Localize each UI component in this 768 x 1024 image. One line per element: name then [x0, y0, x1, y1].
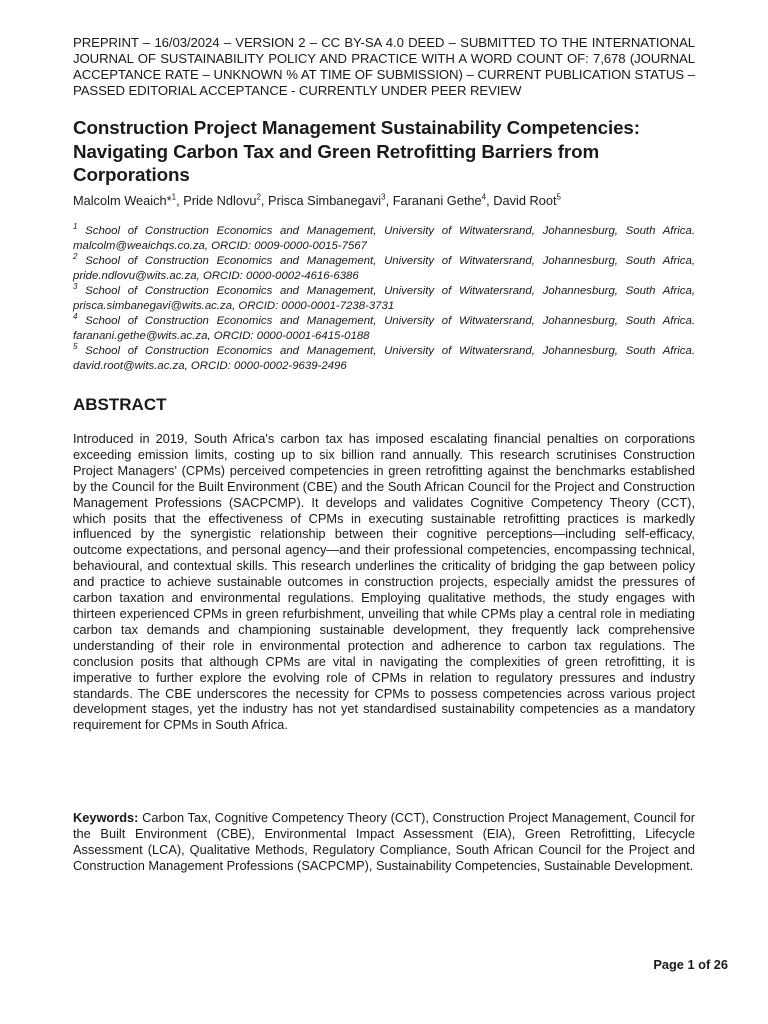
- author-name: Faranani Gethe: [392, 193, 482, 208]
- author-name: Malcolm Weaich*: [73, 193, 172, 208]
- affiliation: [73, 224, 695, 254]
- author-name: Prisca Simbanegavi: [268, 193, 382, 208]
- author-affiliation-mark: 2: [256, 192, 261, 202]
- author: [493, 193, 561, 208]
- affiliation: [73, 284, 695, 314]
- author-separator: ,: [176, 193, 184, 208]
- affiliation-text: School of Construction Economics and Management, University of Witwatersrand, Johannesburg, South Africa. malcolm@weaichqs.co.za, ORCID: 0009-0000-0015-7567: [73, 225, 695, 252]
- author-separator: ,: [486, 193, 494, 208]
- affiliation-text: School of Construction Economics and Management, University of Witwatersrand, Johannesburg, South Africa, pride.ndlovu@wits.ac.za, ORCID: 0000-0002-4616-6386: [73, 255, 695, 282]
- abstract-heading: ABSTRACT: [73, 395, 167, 414]
- affiliation-text: School of Construction Economics and Management, University of Witwatersrand, Johannesburg, South Africa. david.root@wits.ac.za, ORCID: 0000-0002-9639-2496: [73, 345, 695, 372]
- affiliation-number: 2: [73, 252, 78, 262]
- author: [393, 193, 494, 208]
- preprint-notice: PREPRINT – 16/03/2024 – VERSION 2 – CC BY-SA 4.0 DEED – SUBMITTED TO THE INTERNATIONAL JOURNAL OF SUSTAINABILITY POLICY AND PRACTICE WITH A WORD COUNT OF: 7,678 (JOURNAL ACCEPTANCE RATE – UNKNOWN % AT TIME OF SUBMISSION) – CURRENT PUBLICATION STATUS – PASSED EDITORIAL ACCEPTANCE - CURRENTLY UNDER PEER REVIEW: [73, 35, 695, 98]
- affiliation-text: School of Construction Economics and Management, University of Witwatersrand, Johannesburg, South Africa, prisca.simbanegavi@wits.ac.za, ORCID: 0000-0001-7238-3731: [73, 285, 695, 312]
- author: [268, 193, 393, 208]
- author: [73, 193, 183, 208]
- author-affiliation-mark: 3: [381, 192, 386, 202]
- author-affiliation-mark: 1: [171, 192, 177, 202]
- affiliation: [73, 314, 695, 344]
- author-affiliation-mark: 4: [481, 192, 487, 202]
- affiliation-list: [73, 224, 695, 374]
- author: [183, 193, 268, 208]
- author-separator: ,: [260, 193, 269, 208]
- affiliation-number: 1: [73, 222, 78, 232]
- affiliation-number: 5: [73, 342, 78, 352]
- paper-title: Construction Project Management Sustainability Competencies: Navigating Carbon Tax and Green Retrofitting Barriers from Corporations: [73, 117, 640, 185]
- author-name: David Root: [493, 193, 557, 208]
- abstract-body: Introduced in 2019, South Africa's carbon tax has imposed escalating financial penalties on corporations exceeding emission limits, costing up to six billion rand annually. This research scrutinises Construction Project Managers' (CPMs) perceived competencies in green retrofitting against the benchmarks established by the Council for the Built Environment (CBE) and the South African Council for the Project and Construction Management Professions (SACPCMP). It develops and validates Cognitive Competency Theory (CCT), which posits that the effectiveness of CPMs in executing sustainable retrofitting practices is markedly influenced by the synergistic relationship between their cognitive perceptions—including self-efficacy, outcome expectations, and personal agency—and their professional competencies, encompassing technical, behavioural, and contextual skills. This research underlines the criticality of bridging the gap between policy and practice to achieve sustainable outcomes in construction projects, especially amidst the pressures of carbon taxation and environmental regulations. Employing qualitative methods, the study engages with thirteen experienced CPMs in green refurbishment, unveiling that while CPMs play a central role in mediating carbon tax demands and championing sustainable development, they frequently lack comprehensive understanding of their role in environmental protection and adherence to carbon tax regulations. The conclusion posits that although CPMs are vital in navigating the complexities of green retrofitting, it is imperative to further explore the evolving role of CPMs in relation to regulatory pressures and industry standards. The CBE underscores the necessity for CPMs to possess competencies across various project development stages, yet the industry has not yet standardised sustainability competencies as a mandatory requirement for CPMs in South Africa.: [73, 431, 695, 733]
- affiliation-number: 4: [73, 312, 78, 322]
- affiliation-number: 3: [73, 282, 78, 292]
- author-separator: ,: [385, 193, 393, 208]
- keywords: [73, 810, 695, 874]
- affiliation-text: School of Construction Economics and Management, University of Witwatersrand, Johannesburg, South Africa. faranani.gethe@wits.ac.za, ORCID: 0000-0001-6415-0188: [73, 315, 695, 342]
- keywords-label: Keywords:: [73, 810, 139, 825]
- keywords-text: Carbon Tax, Cognitive Competency Theory (CCT), Construction Project Management, Council for the Built Environment (CBE), Environmental Impact Assessment (EIA), Green Retrofitting, Lifecycle Assessment (LCA), Qualitative Methods, Regulatory Compliance, South African Council for the Project and Construction Management Professions (SACPCMP), Sustainability Competencies, Sustainable Development.: [73, 810, 695, 873]
- page-number: Page 1 of 26: [653, 957, 728, 972]
- author-list: [73, 193, 695, 209]
- affiliation: [73, 254, 695, 284]
- author-name: Pride Ndlovu: [183, 193, 257, 208]
- affiliation: [73, 344, 695, 374]
- author-affiliation-mark: 5: [556, 192, 561, 202]
